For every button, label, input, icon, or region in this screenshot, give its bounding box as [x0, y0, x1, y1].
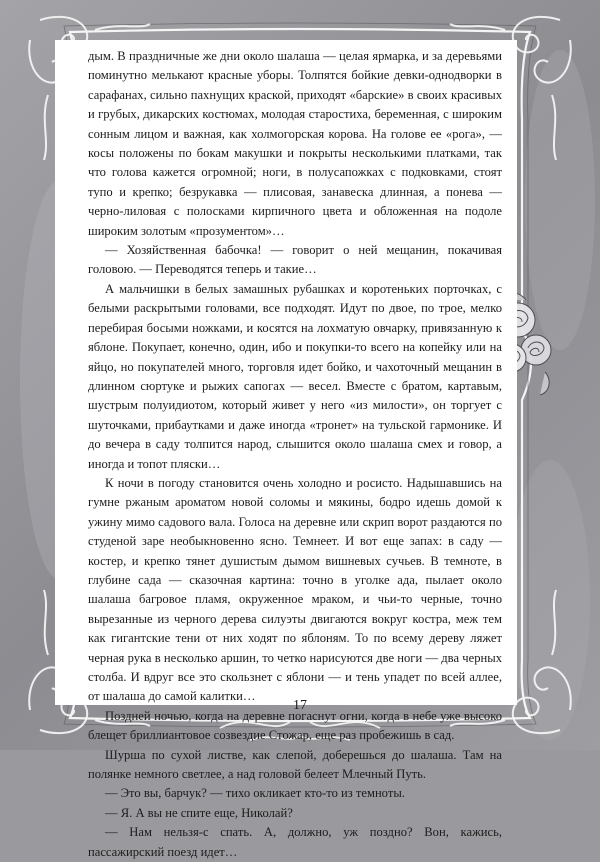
paragraph: — Это вы, барчук? — тихо окликает кто-то из темноты. [105, 786, 405, 801]
paragraph: К ночи в погоду становится очень холодно и росисто. Надышавшись на гумне ржаным ароматом новой соломы и мякины, бодро идешь домой к ужину мимо садового вала. Голоса на деревне или скрип ворот раздаются по студеной заре необыкновенно ясно. Темнеет. И вот еще запах: в саду — костер, и крепко тянет душистым дымом вишневых сучьев. В темноте, в глубине сада — сказочная картина: точно в уголке ада, пылает около шалаша багровое пламя, окруженное мраком, и чьи-то черные, точно вырезанные из черного дерева силуэты двигаются вокруг костра, меж тем как гигантские тени от них ходят по яблоням. То по всему дереву ляжет черная рука в несколько аршин, то четко нарисуются две ноги — два черных столба. И вдруг все это скользнет с яблони — и тень упадет по всей аллее, от шалаша до самой калитки… [88, 475, 502, 704]
page-number: 17 [293, 698, 307, 713]
body-text [88, 47, 502, 862]
paragraph: — Я. А вы не спите еще, Николай? [105, 805, 293, 820]
paragraph: Шурша по сухой листве, как слепой, доберешься до шалаша. Там на полянке немного светлее, а над головой белеет Млечный Путь. [88, 747, 502, 782]
paragraph: дым. В праздничные же дни около шалаша — целая ярмарка, и за деревьями поминутно мелькают красные уборы. Толпятся бойкие девки-однодворки в сарафанах, сильно пахнущих краской, приходят «барские» в своих красивых и грубых, дикарских костюмах, молодая старостиха, беременная, с широким сонным лицом и важная, как холмогорская корова. На голове ее «рога», — косы положены по бокам макушки и покрыты несколькими платками, так что голова кажется огромной; ноги, в полусапожках с подковками, стоят тупо и крепко; безрукавка — плисовая, занавеска длинная, а понева — черно-лиловая с полосками кирпичного цвета и обложенная на подоле широким золотым «прозументом»… [88, 49, 502, 238]
paragraph: Поздней ночью, когда на деревне погаснут огни, когда в небе уже высоко блещет бриллиантовое созвездие Стожар, еще раз пробежишь в сад. [88, 708, 502, 743]
paragraph: — Нам нельзя-с спать. А, должно, уж поздно? Вон, кажись, пассажирский поезд идет… [88, 825, 502, 859]
paragraph: А мальчишки в белых замашных рубашках и коротеньких порточках, с белыми раскрытыми головами, все подходят. Идут по двое, по трое, мелко перебирая босыми ножками, и косятся на лохматую овчарку, привязанную к яблоне. Покупает, конечно, один, ибо и покупки-то всего на копейку или на яйцо, но покупателей много, торговля идет бойко, и чахоточный мещанин в длинном сюртуке и рыжих сапогах — весел. Вместе с братом, картавым, шустрым полуидиотом, который живет у него «из милости», он торгует с шуточками, прибаутками и даже иногда «тронет» на тульской гармонике. И до вечера в саду толпится народ, слышится около шалаша смех и говор, а иногда и топот пляски… [88, 281, 502, 471]
paragraph: — Хозяйственная бабочка! — говорит о ней мещанин, покачивая головою. — Переводятся теперь и такие… [88, 243, 502, 277]
